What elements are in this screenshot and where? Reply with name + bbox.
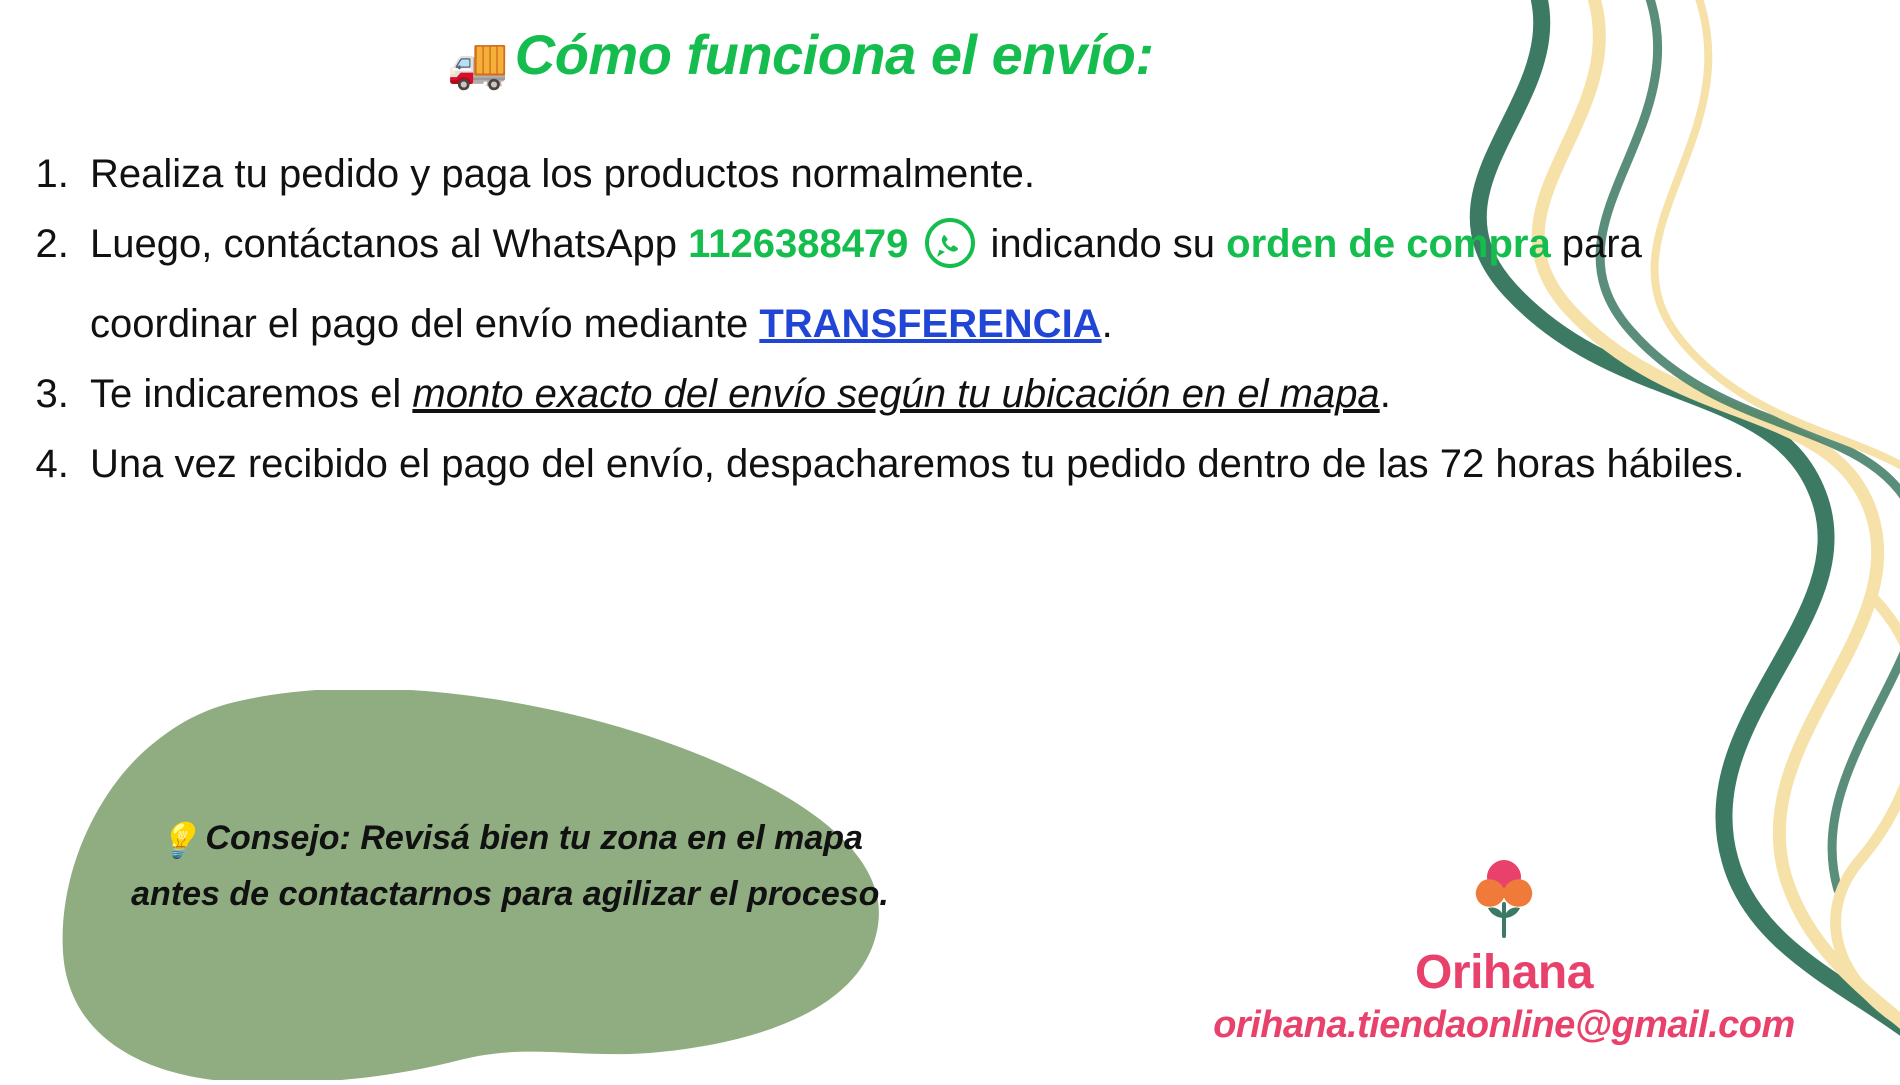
step-4-text: Una vez recibido el pago del envío, despacharemos tu pedido dentro de las 72 horas hábiles. (90, 442, 1745, 486)
step-2-after-icon: indicando su (990, 222, 1227, 266)
page-title (0, 22, 1600, 93)
list-item-step-4 (80, 430, 1810, 498)
step-2-lead: Luego, contáctanos al WhatsApp (90, 222, 689, 266)
step-3-emphasis: monto exacto del envío según tu ubicación en el mapa (412, 372, 1380, 416)
shipping-steps-list (28, 140, 1810, 500)
flower-logo-icon (1461, 856, 1547, 946)
step-2-end: . (1101, 302, 1113, 346)
step-2-highlight: orden de compra (1226, 222, 1551, 266)
step-3-end: . (1379, 372, 1391, 416)
delivery-truck-icon: 🚚 (446, 35, 509, 91)
list-item-step-2 (80, 210, 1810, 358)
tip-text-block (130, 812, 890, 920)
whatsapp-icon[interactable] (924, 217, 976, 290)
step-1-text: Realiza tu pedido y paga los productos normalmente. (90, 152, 1035, 196)
transferencia-link[interactable]: TRANSFERENCIA (759, 302, 1102, 346)
list-item-step-3 (80, 360, 1810, 428)
tip-callout (60, 690, 920, 1080)
whatsapp-phone-number[interactable]: 1126388479 (688, 222, 909, 266)
page-title-text: Cómo funciona el envío: (514, 23, 1154, 86)
brand-name: Orihana (1415, 945, 1593, 999)
list-item-step-1 (80, 140, 1810, 208)
brand-block (1144, 856, 1864, 1047)
step-3-lead: Te indicaremos el (90, 372, 413, 416)
brand-email[interactable]: orihana.tiendaonline@gmail.com (1213, 1004, 1795, 1046)
step-2-tail: para coordinar el pago del envío mediante (90, 222, 1642, 346)
tip-text: Consejo: Revisá bien tu zona en el mapa antes de contactarnos para agilizar el proceso. (131, 819, 889, 913)
lightbulb-icon: 💡 (157, 822, 200, 860)
